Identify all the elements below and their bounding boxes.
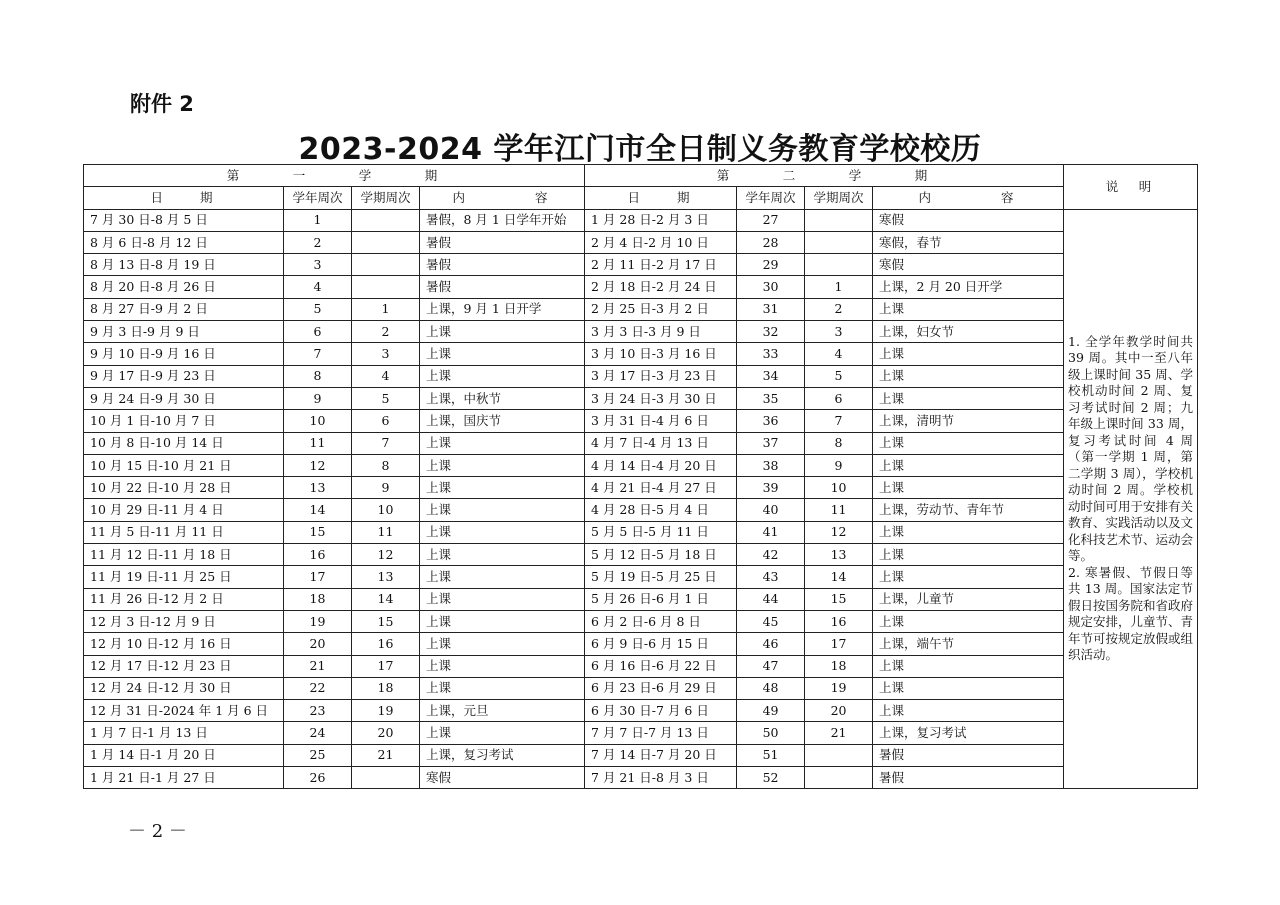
- cell-s1-date: 8 月 27 日-9 月 2 日: [84, 298, 284, 320]
- cell-s2-year-week: 45: [737, 610, 805, 632]
- cell-s1-date: 11 月 26 日-12 月 2 日: [84, 588, 284, 610]
- cell-s2-term-week: 14: [805, 566, 873, 588]
- cell-s1-date: 11 月 19 日-11 月 25 日: [84, 566, 284, 588]
- cell-s1-content: 上课: [420, 521, 585, 543]
- cell-s2-year-week: 40: [737, 499, 805, 521]
- cell-s2-term-week: 7: [805, 410, 873, 432]
- table-row: [84, 700, 1198, 722]
- cell-s2-term-week: [805, 209, 873, 231]
- table-row: [84, 588, 1198, 610]
- cell-s1-content: 寒假: [420, 767, 585, 789]
- table-row: [84, 365, 1198, 387]
- cell-s2-year-week: 46: [737, 633, 805, 655]
- column-header-row: [84, 187, 1198, 209]
- cell-s2-year-week: 49: [737, 700, 805, 722]
- cell-s1-term-week: [352, 276, 420, 298]
- cell-s1-year-week: 11: [284, 432, 352, 454]
- table-row: [84, 610, 1198, 632]
- cell-s1-content: 上课: [420, 432, 585, 454]
- col-term-week-s1: 学期周次: [352, 187, 420, 209]
- col-date-s1: 日 期: [84, 187, 284, 209]
- cell-s1-content: 暑假: [420, 276, 585, 298]
- col-content-s1: 内 容: [420, 187, 585, 209]
- cell-s1-content: 上课: [420, 454, 585, 476]
- table-row: [84, 254, 1198, 276]
- cell-s2-content: 寒假: [873, 254, 1064, 276]
- cell-s2-content: 上课，清明节: [873, 410, 1064, 432]
- cell-s1-content: 上课: [420, 343, 585, 365]
- cell-s2-term-week: 5: [805, 365, 873, 387]
- table-row: [84, 677, 1198, 699]
- cell-s2-year-week: 36: [737, 410, 805, 432]
- cell-s1-year-week: 6: [284, 321, 352, 343]
- cell-s1-term-week: [352, 209, 420, 231]
- cell-s1-term-week: 3: [352, 343, 420, 365]
- cell-s1-term-week: 6: [352, 410, 420, 432]
- cell-s1-year-week: 2: [284, 231, 352, 253]
- cell-s2-date: 2 月 25 日-3 月 2 日: [585, 298, 737, 320]
- cell-s1-date: 9 月 10 日-9 月 16 日: [84, 343, 284, 365]
- cell-s2-content: 上课: [873, 521, 1064, 543]
- cell-s1-term-week: [352, 254, 420, 276]
- cell-s2-year-week: 27: [737, 209, 805, 231]
- cell-s2-year-week: 32: [737, 321, 805, 343]
- cell-s2-content: 寒假: [873, 209, 1064, 231]
- cell-s1-content: 上课: [420, 677, 585, 699]
- cell-s2-year-week: 29: [737, 254, 805, 276]
- table-row: [84, 744, 1198, 766]
- cell-s1-content: 暑假，8 月 1 日学年开始: [420, 209, 585, 231]
- cell-s1-content: 上课，国庆节: [420, 410, 585, 432]
- cell-s1-year-week: 17: [284, 566, 352, 588]
- col-term-week-s2: 学期周次: [805, 187, 873, 209]
- cell-s2-term-week: [805, 254, 873, 276]
- cell-s2-term-week: 6: [805, 387, 873, 409]
- table-row: [84, 209, 1198, 231]
- cell-s2-date: 4 月 28 日-5 月 4 日: [585, 499, 737, 521]
- col-year-week-s1: 学年周次: [284, 187, 352, 209]
- cell-s2-date: 4 月 21 日-4 月 27 日: [585, 477, 737, 499]
- semester1-header: 第 一 学 期: [84, 165, 585, 187]
- cell-s2-content: 上课: [873, 343, 1064, 365]
- cell-s2-term-week: 19: [805, 677, 873, 699]
- cell-s2-content: 上课，端午节: [873, 633, 1064, 655]
- cell-s1-content: 上课: [420, 610, 585, 632]
- cell-s2-content: 上课: [873, 298, 1064, 320]
- cell-s1-content: 暑假: [420, 254, 585, 276]
- col-year-week-s2: 学年周次: [737, 187, 805, 209]
- cell-s2-content: 上课，复习考试: [873, 722, 1064, 744]
- cell-s1-year-week: 16: [284, 544, 352, 566]
- cell-s1-date: 8 月 20 日-8 月 26 日: [84, 276, 284, 298]
- cell-s2-term-week: 9: [805, 454, 873, 476]
- cell-s1-date: 11 月 12 日-11 月 18 日: [84, 544, 284, 566]
- table-row: [84, 767, 1198, 789]
- cell-s1-content: 上课: [420, 321, 585, 343]
- cell-s1-year-week: 3: [284, 254, 352, 276]
- cell-s1-year-week: 23: [284, 700, 352, 722]
- page-title: 2023-2024 学年江门市全日制义务教育学校校历: [298, 132, 982, 167]
- cell-s1-term-week: 12: [352, 544, 420, 566]
- cell-s2-term-week: 18: [805, 655, 873, 677]
- cell-s2-date: 5 月 19 日-5 月 25 日: [585, 566, 737, 588]
- cell-s1-term-week: 21: [352, 744, 420, 766]
- table-row: [84, 343, 1198, 365]
- table-row: [84, 722, 1198, 744]
- cell-s2-year-week: 38: [737, 454, 805, 476]
- semester2-header: 第 二 学 期: [585, 165, 1064, 187]
- cell-s1-date: 12 月 24 日-12 月 30 日: [84, 677, 284, 699]
- cell-s2-term-week: 17: [805, 633, 873, 655]
- cell-s2-content: 上课，2 月 20 日开学: [873, 276, 1064, 298]
- cell-s1-content: 暑假: [420, 231, 585, 253]
- cell-s2-date: 6 月 30 日-7 月 6 日: [585, 700, 737, 722]
- cell-s1-year-week: 15: [284, 521, 352, 543]
- cell-s1-year-week: 22: [284, 677, 352, 699]
- cell-s1-year-week: 21: [284, 655, 352, 677]
- table-row: [84, 499, 1198, 521]
- cell-s2-content: 上课: [873, 387, 1064, 409]
- cell-s1-date: 10 月 15 日-10 月 21 日: [84, 454, 284, 476]
- cell-s1-date: 7 月 30 日-8 月 5 日: [84, 209, 284, 231]
- cell-s1-term-week: 8: [352, 454, 420, 476]
- cell-s2-content: 上课: [873, 677, 1064, 699]
- cell-s1-date: 8 月 6 日-8 月 12 日: [84, 231, 284, 253]
- attachment-label: 附件 2: [130, 92, 194, 116]
- cell-s2-term-week: 20: [805, 700, 873, 722]
- cell-s1-content: 上课: [420, 588, 585, 610]
- cell-s2-term-week: 16: [805, 610, 873, 632]
- cell-s2-year-week: 42: [737, 544, 805, 566]
- cell-s2-term-week: 11: [805, 499, 873, 521]
- cell-s2-date: 6 月 16 日-6 月 22 日: [585, 655, 737, 677]
- cell-s2-year-week: 34: [737, 365, 805, 387]
- cell-s2-term-week: 1: [805, 276, 873, 298]
- cell-s1-term-week: 2: [352, 321, 420, 343]
- notes-cell: 1. 全学年教学时间共 39 周。其中一至八年级上课时间 35 周、学校机动时间 2 周、复习考试时间 2 周；九年级上课时间 33 周，复习考试时间 4 周（第一学期 1 周，第二学期 3 周），学校机动时间 2 周。学校机动时间可用于安排有关教育、实践活动以及文化科技艺术节、运动会等。 2. 寒暑假、节假日等共 13 周。国家法定节假日按国务院和省政府规定安排，儿童节、青年节可按规定放假或组织活动。: [1064, 209, 1198, 789]
- cell-s2-year-week: 48: [737, 677, 805, 699]
- cell-s2-term-week: 2: [805, 298, 873, 320]
- cell-s2-content: 上课: [873, 610, 1064, 632]
- col-content-s2: 内 容: [873, 187, 1064, 209]
- cell-s2-content: 寒假，春节: [873, 231, 1064, 253]
- cell-s1-term-week: 16: [352, 633, 420, 655]
- table-row: [84, 544, 1198, 566]
- cell-s2-date: 2 月 4 日-2 月 10 日: [585, 231, 737, 253]
- calendar-body: [84, 209, 1198, 789]
- table-row: [84, 633, 1198, 655]
- cell-s2-year-week: 44: [737, 588, 805, 610]
- cell-s2-date: 3 月 31 日-4 月 6 日: [585, 410, 737, 432]
- table-row: [84, 432, 1198, 454]
- table-row: [84, 521, 1198, 543]
- cell-s2-date: 3 月 17 日-3 月 23 日: [585, 365, 737, 387]
- cell-s1-date: 1 月 21 日-1 月 27 日: [84, 767, 284, 789]
- cell-s2-content: 上课: [873, 477, 1064, 499]
- cell-s1-term-week: 5: [352, 387, 420, 409]
- cell-s2-content: 上课: [873, 655, 1064, 677]
- col-date-s2: 日 期: [585, 187, 737, 209]
- cell-s1-content: 上课: [420, 499, 585, 521]
- cell-s1-term-week: 15: [352, 610, 420, 632]
- cell-s1-date: 10 月 8 日-10 月 14 日: [84, 432, 284, 454]
- cell-s1-term-week: 1: [352, 298, 420, 320]
- cell-s1-term-week: 13: [352, 566, 420, 588]
- cell-s1-date: 10 月 1 日-10 月 7 日: [84, 410, 284, 432]
- cell-s1-year-week: 8: [284, 365, 352, 387]
- cell-s1-term-week: 9: [352, 477, 420, 499]
- cell-s1-content: 上课: [420, 566, 585, 588]
- cell-s1-year-week: 1: [284, 209, 352, 231]
- cell-s2-term-week: 13: [805, 544, 873, 566]
- cell-s2-term-week: 15: [805, 588, 873, 610]
- table-row: [84, 298, 1198, 320]
- cell-s1-year-week: 14: [284, 499, 352, 521]
- cell-s1-term-week: 11: [352, 521, 420, 543]
- cell-s2-content: 暑假: [873, 767, 1064, 789]
- table-row: [84, 321, 1198, 343]
- table-row: [84, 454, 1198, 476]
- cell-s1-content: 上课: [420, 365, 585, 387]
- cell-s1-term-week: 4: [352, 365, 420, 387]
- cell-s2-year-week: 35: [737, 387, 805, 409]
- notes-header: 说 明: [1064, 165, 1198, 210]
- table-row: [84, 477, 1198, 499]
- cell-s2-content: 上课: [873, 365, 1064, 387]
- cell-s2-date: 2 月 18 日-2 月 24 日: [585, 276, 737, 298]
- cell-s2-date: 7 月 14 日-7 月 20 日: [585, 744, 737, 766]
- cell-s1-date: 12 月 3 日-12 月 9 日: [84, 610, 284, 632]
- cell-s2-term-week: 3: [805, 321, 873, 343]
- cell-s2-date: 5 月 5 日-5 月 11 日: [585, 521, 737, 543]
- page-number: － 2 －: [128, 821, 187, 842]
- cell-s1-year-week: 24: [284, 722, 352, 744]
- cell-s2-content: 上课: [873, 432, 1064, 454]
- cell-s2-year-week: 39: [737, 477, 805, 499]
- cell-s1-year-week: 5: [284, 298, 352, 320]
- cell-s1-date: 1 月 14 日-1 月 20 日: [84, 744, 284, 766]
- cell-s2-date: 1 月 28 日-2 月 3 日: [585, 209, 737, 231]
- cell-s2-content: 上课: [873, 566, 1064, 588]
- cell-s2-year-week: 28: [737, 231, 805, 253]
- cell-s2-term-week: [805, 744, 873, 766]
- cell-s2-term-week: 21: [805, 722, 873, 744]
- cell-s1-content: 上课，复习考试: [420, 744, 585, 766]
- cell-s1-date: 9 月 17 日-9 月 23 日: [84, 365, 284, 387]
- cell-s2-content: 上课，妇女节: [873, 321, 1064, 343]
- cell-s2-year-week: 30: [737, 276, 805, 298]
- cell-s2-year-week: 51: [737, 744, 805, 766]
- cell-s1-year-week: 25: [284, 744, 352, 766]
- cell-s2-date: 4 月 7 日-4 月 13 日: [585, 432, 737, 454]
- cell-s2-content: 上课: [873, 544, 1064, 566]
- cell-s2-date: 4 月 14 日-4 月 20 日: [585, 454, 737, 476]
- cell-s2-year-week: 43: [737, 566, 805, 588]
- cell-s1-term-week: 18: [352, 677, 420, 699]
- cell-s1-content: 上课: [420, 722, 585, 744]
- cell-s2-date: 3 月 10 日-3 月 16 日: [585, 343, 737, 365]
- cell-s1-year-week: 12: [284, 454, 352, 476]
- cell-s1-year-week: 4: [284, 276, 352, 298]
- table-row: [84, 655, 1198, 677]
- cell-s2-content: 上课: [873, 700, 1064, 722]
- cell-s2-date: 7 月 21 日-8 月 3 日: [585, 767, 737, 789]
- cell-s1-year-week: 26: [284, 767, 352, 789]
- cell-s1-year-week: 7: [284, 343, 352, 365]
- cell-s1-year-week: 18: [284, 588, 352, 610]
- cell-s1-date: 12 月 10 日-12 月 16 日: [84, 633, 284, 655]
- cell-s2-date: 3 月 3 日-3 月 9 日: [585, 321, 737, 343]
- cell-s1-date: 12 月 17 日-12 月 23 日: [84, 655, 284, 677]
- group-header-row: [84, 165, 1198, 187]
- cell-s1-date: 9 月 24 日-9 月 30 日: [84, 387, 284, 409]
- cell-s1-date: 12 月 31 日-2024 年 1 月 6 日: [84, 700, 284, 722]
- cell-s2-year-week: 31: [737, 298, 805, 320]
- cell-s1-term-week: 17: [352, 655, 420, 677]
- cell-s1-content: 上课: [420, 655, 585, 677]
- cell-s2-year-week: 52: [737, 767, 805, 789]
- cell-s1-date: 11 月 5 日-11 月 11 日: [84, 521, 284, 543]
- cell-s2-year-week: 41: [737, 521, 805, 543]
- cell-s1-date: 8 月 13 日-8 月 19 日: [84, 254, 284, 276]
- cell-s2-date: 6 月 9 日-6 月 15 日: [585, 633, 737, 655]
- cell-s2-date: 6 月 2 日-6 月 8 日: [585, 610, 737, 632]
- cell-s1-content: 上课: [420, 633, 585, 655]
- cell-s1-term-week: [352, 767, 420, 789]
- table-row: [84, 231, 1198, 253]
- cell-s1-date: 9 月 3 日-9 月 9 日: [84, 321, 284, 343]
- cell-s2-date: 2 月 11 日-2 月 17 日: [585, 254, 737, 276]
- cell-s1-date: 10 月 29 日-11 月 4 日: [84, 499, 284, 521]
- cell-s2-date: 3 月 24 日-3 月 30 日: [585, 387, 737, 409]
- cell-s2-date: 7 月 7 日-7 月 13 日: [585, 722, 737, 744]
- cell-s1-term-week: 14: [352, 588, 420, 610]
- cell-s2-year-week: 37: [737, 432, 805, 454]
- cell-s2-term-week: 8: [805, 432, 873, 454]
- cell-s2-term-week: 12: [805, 521, 873, 543]
- table-row: [84, 566, 1198, 588]
- cell-s2-date: 5 月 12 日-5 月 18 日: [585, 544, 737, 566]
- cell-s1-content: 上课，元旦: [420, 700, 585, 722]
- table-row: [84, 410, 1198, 432]
- cell-s2-year-week: 33: [737, 343, 805, 365]
- cell-s1-term-week: 20: [352, 722, 420, 744]
- cell-s1-term-week: 7: [352, 432, 420, 454]
- table-row: [84, 387, 1198, 409]
- cell-s1-date: 1 月 7 日-1 月 13 日: [84, 722, 284, 744]
- table-row: [84, 276, 1198, 298]
- school-calendar-table: [83, 164, 1198, 789]
- cell-s1-content: 上课: [420, 477, 585, 499]
- cell-s2-date: 5 月 26 日-6 月 1 日: [585, 588, 737, 610]
- cell-s2-content: 上课，儿童节: [873, 588, 1064, 610]
- cell-s1-content: 上课，中秋节: [420, 387, 585, 409]
- cell-s1-term-week: 10: [352, 499, 420, 521]
- cell-s1-content: 上课: [420, 544, 585, 566]
- cell-s2-content: 上课，劳动节、青年节: [873, 499, 1064, 521]
- cell-s1-term-week: 19: [352, 700, 420, 722]
- cell-s1-year-week: 19: [284, 610, 352, 632]
- cell-s2-term-week: 4: [805, 343, 873, 365]
- cell-s1-date: 10 月 22 日-10 月 28 日: [84, 477, 284, 499]
- cell-s2-year-week: 47: [737, 655, 805, 677]
- cell-s1-year-week: 20: [284, 633, 352, 655]
- cell-s1-year-week: 9: [284, 387, 352, 409]
- cell-s2-content: 上课: [873, 454, 1064, 476]
- cell-s2-term-week: 10: [805, 477, 873, 499]
- cell-s1-term-week: [352, 231, 420, 253]
- cell-s2-year-week: 50: [737, 722, 805, 744]
- cell-s1-year-week: 10: [284, 410, 352, 432]
- cell-s1-content: 上课，9 月 1 日开学: [420, 298, 585, 320]
- cell-s1-year-week: 13: [284, 477, 352, 499]
- cell-s2-content: 暑假: [873, 744, 1064, 766]
- cell-s2-date: 6 月 23 日-6 月 29 日: [585, 677, 737, 699]
- cell-s2-term-week: [805, 767, 873, 789]
- cell-s2-term-week: [805, 231, 873, 253]
